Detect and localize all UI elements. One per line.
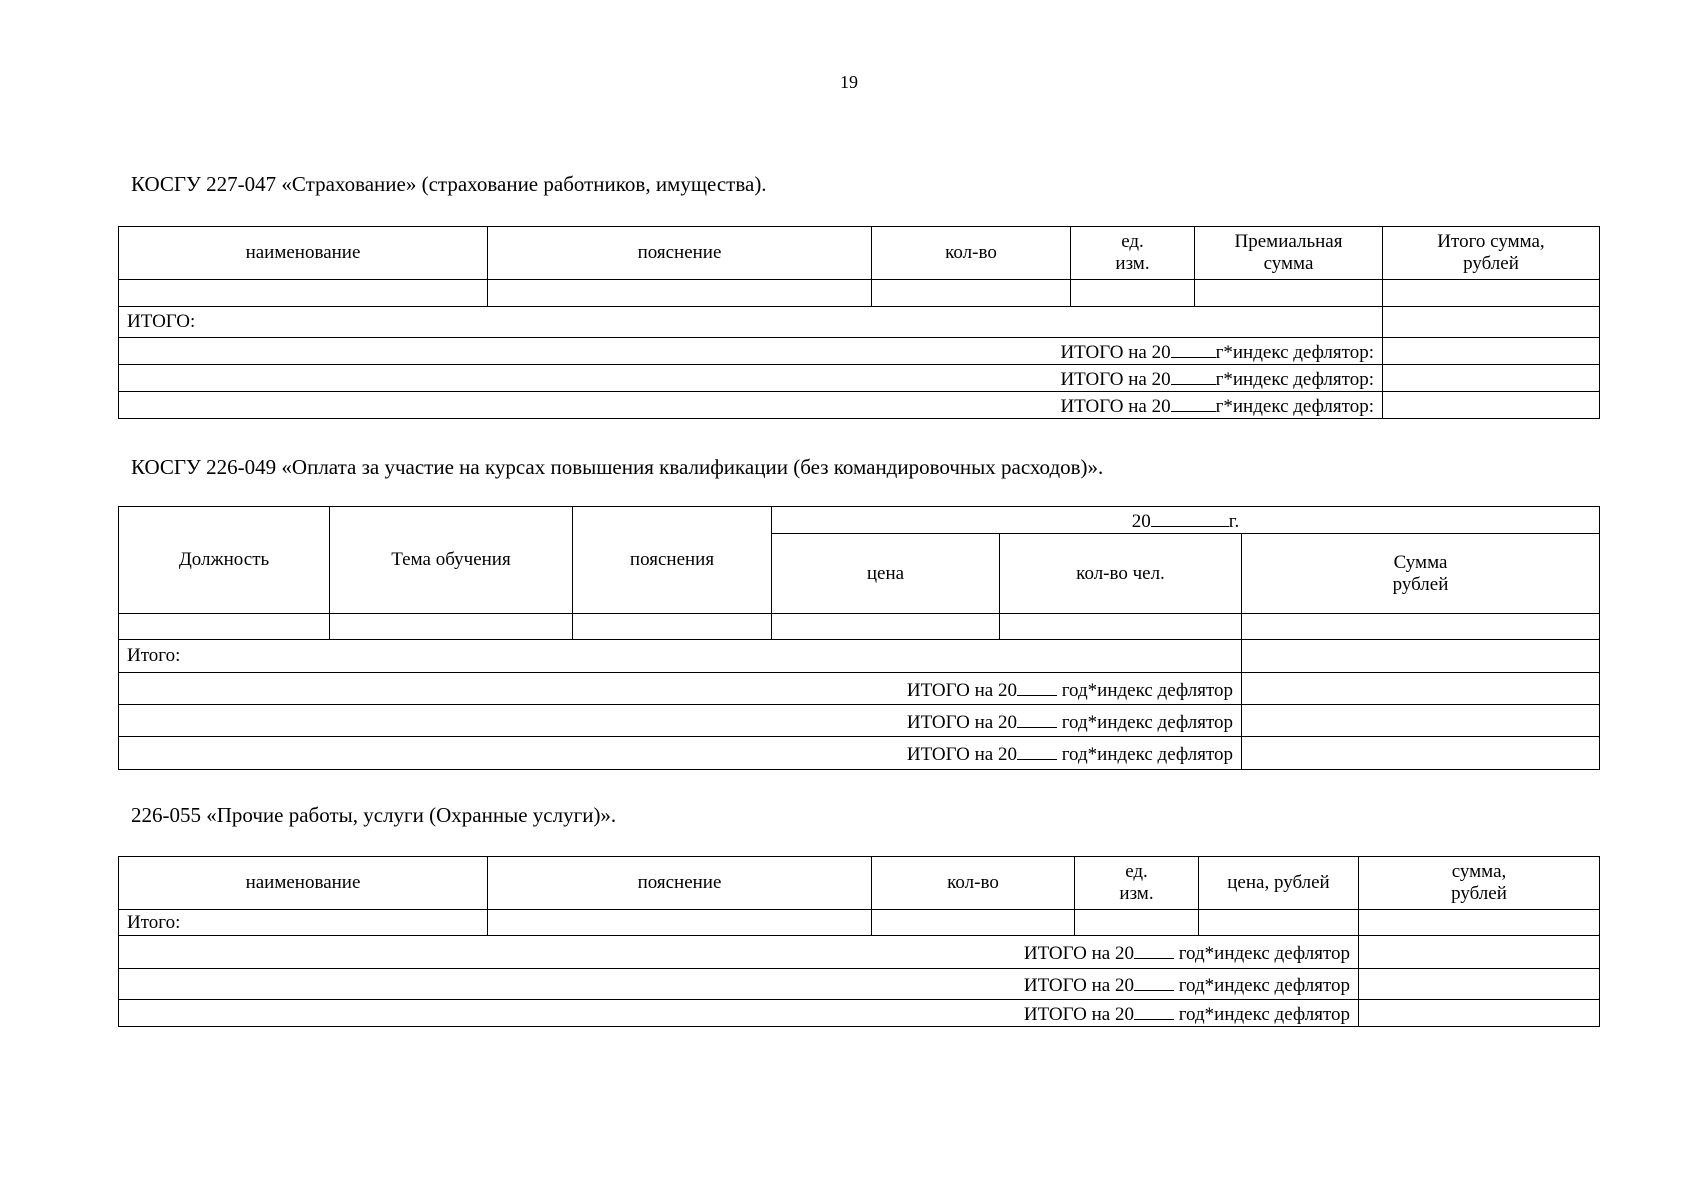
- input-cell[interactable]: [1359, 936, 1600, 969]
- header-cell: Премиальная сумма: [1195, 227, 1383, 280]
- header-cell: пояснение: [488, 857, 872, 910]
- input-cell[interactable]: [488, 280, 872, 307]
- year-header: 20 г.: [772, 507, 1600, 534]
- header-cell: наименование: [119, 857, 488, 910]
- header-cell: Итого сумма, рублей: [1383, 227, 1600, 280]
- input-cell[interactable]: [1242, 705, 1600, 737]
- table-row: [119, 614, 1600, 640]
- input-cell[interactable]: [1383, 338, 1600, 365]
- deflator-label: ИТОГО на 20 г*индекс дефлятор:: [119, 365, 1383, 392]
- input-cell[interactable]: [1383, 392, 1600, 419]
- deflator-label: ИТОГО на 20 год*индекс дефлятор: [119, 1000, 1359, 1027]
- header-cell: Сумма рублей: [1242, 534, 1600, 614]
- input-cell[interactable]: [872, 280, 1071, 307]
- input-cell[interactable]: [1242, 614, 1600, 640]
- deflator-row: [119, 338, 1600, 365]
- header-cell: пояснения: [573, 507, 772, 614]
- section-heading: 226-055 «Прочие работы, услуги (Охранные услуги)».: [131, 803, 617, 827]
- table-row: [119, 280, 1600, 307]
- input-cell[interactable]: [1359, 969, 1600, 1000]
- header-row: [119, 507, 1600, 534]
- deflator-row: [119, 1000, 1600, 1027]
- security-services-table: [118, 856, 1600, 1027]
- total-label: Итого:: [119, 640, 1242, 673]
- deflator-label: ИТОГО на 20 г*индекс дефлятор:: [119, 392, 1383, 419]
- input-cell[interactable]: [1195, 280, 1383, 307]
- deflator-row: [119, 365, 1600, 392]
- section-heading: КОСГУ 227-047 «Страхование» (страхование работников, имущества).: [131, 172, 767, 196]
- input-cell[interactable]: [1383, 307, 1600, 338]
- header-cell: сумма, рублей: [1359, 857, 1600, 910]
- header-row: [119, 227, 1600, 280]
- header-cell: кол-во: [872, 857, 1075, 910]
- header-cell: кол-во чел.: [1000, 534, 1242, 614]
- total-row: [119, 910, 1600, 936]
- input-cell[interactable]: [119, 614, 330, 640]
- deflator-row: [119, 936, 1600, 969]
- input-cell[interactable]: [872, 910, 1075, 936]
- input-cell[interactable]: [1359, 1000, 1600, 1027]
- input-cell[interactable]: [1071, 280, 1195, 307]
- deflator-row: [119, 705, 1600, 737]
- header-cell: ед. изм.: [1071, 227, 1195, 280]
- input-cell[interactable]: [1383, 365, 1600, 392]
- header-cell: Должность: [119, 507, 330, 614]
- deflator-label: ИТОГО на 20 год*индекс дефлятор: [119, 705, 1242, 737]
- deflator-label: ИТОГО на 20 год*индекс дефлятор: [119, 969, 1359, 1000]
- section-heading: КОСГУ 226-049 «Оплата за участие на курсах повышения квалификации (без командировочных расходов)».: [131, 455, 1104, 479]
- input-cell[interactable]: [1000, 614, 1242, 640]
- deflator-label: ИТОГО на 20 год*индекс дефлятор: [119, 673, 1242, 705]
- input-cell[interactable]: [1242, 673, 1600, 705]
- input-cell[interactable]: [488, 910, 872, 936]
- input-cell[interactable]: [1242, 640, 1600, 673]
- deflator-row: [119, 969, 1600, 1000]
- deflator-label: ИТОГО на 20 год*индекс дефлятор: [119, 737, 1242, 770]
- input-cell[interactable]: [1075, 910, 1199, 936]
- input-cell[interactable]: [1199, 910, 1359, 936]
- header-cell: цена: [772, 534, 1000, 614]
- total-row: [119, 307, 1600, 338]
- deflator-row: [119, 673, 1600, 705]
- deflator-row: [119, 392, 1600, 419]
- header-cell: пояснение: [488, 227, 872, 280]
- deflator-row: [119, 737, 1600, 770]
- header-cell: Тема обучения: [330, 507, 573, 614]
- input-cell[interactable]: [573, 614, 772, 640]
- header-cell: цена, рублей: [1199, 857, 1359, 910]
- input-cell[interactable]: [1359, 910, 1600, 936]
- insurance-table: [118, 226, 1600, 419]
- input-cell[interactable]: [772, 614, 1000, 640]
- input-cell[interactable]: [1242, 737, 1600, 770]
- total-row: [119, 640, 1600, 673]
- total-label: Итого:: [119, 910, 488, 936]
- deflator-label: ИТОГО на 20 г*индекс дефлятор:: [119, 338, 1383, 365]
- training-table: [118, 506, 1600, 770]
- header-cell: кол-во: [872, 227, 1071, 280]
- page-number: 19: [840, 72, 858, 92]
- header-row: [119, 857, 1600, 910]
- total-label: ИТОГО:: [119, 307, 1383, 338]
- input-cell[interactable]: [119, 280, 488, 307]
- input-cell[interactable]: [330, 614, 573, 640]
- deflator-label: ИТОГО на 20 год*индекс дефлятор: [119, 936, 1359, 969]
- header-cell: ед. изм.: [1075, 857, 1199, 910]
- input-cell[interactable]: [1383, 280, 1600, 307]
- header-cell: наименование: [119, 227, 488, 280]
